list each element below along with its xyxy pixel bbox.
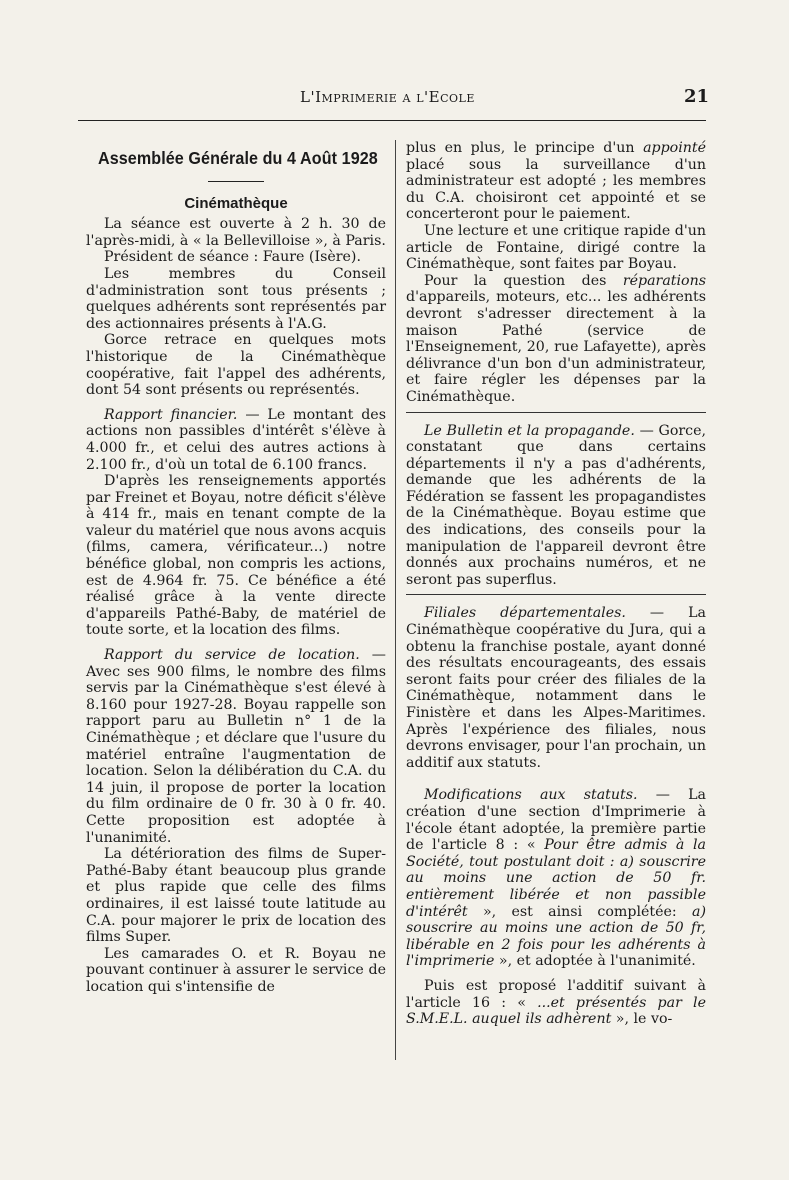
spacer [86,399,386,407]
lead-rental-report: Rapport du service de location. [104,647,360,664]
text-rental-report: — Avec ses 900 films, le nombre des films servis par la Cinémathèque s'est élevé à 8.160 pour 1927-28. Boyau rappelle son rapport paru au Bulletin n° 1 de la Cinémathèque ; et déclare que l'usure du matériel entraîne l'augmentation de location. Selon la délibération du C.A. du 14 juin, il propose de porter la location du film ordinaire de 0 fr. 30 à 0 fr. 40. Cette proposition est adoptée à l'unanimité. [86,647,386,846]
text-filiales: — La Cinémathèque coopérative du Jura, qui a obtenu la franchise postale, ayant donné des résultats encourageants, des essais seront faits pour créer des filiales de la Cinémathèque, notamment dans le Finistère et dans les Alpes-Maritimes. Après l'expérience des filiales, nous devrons envisager, pour l'an prochain, un additif aux statuts. [406,605,706,771]
lead-bulletin: Le Bulletin et la propagande. [424,422,635,439]
paragraph-deficit: D'après les renseignements apportés par Freinet et Boyau, notre déficit s'élève à 414 fr., mais en tenant compte de la valeur du matériel que nous avons acquis (films, camera, vérificateur...) notre bénéfice global, non compris les actions, est de 4.964 fr. 75. Ce bénéfice a été réalisé grâce à la vente directe d'appareils Pathé-Baby, de matériel de toute sorte, et la location des films. [86,473,386,639]
paragraph-rental-report [86,647,386,846]
lead-statutes: Modifications aux statuts. [424,787,638,804]
text-statutes-3: », et adoptée à l'unanimité. [494,953,696,970]
emphasis-repairs: réparations [622,272,706,289]
spacer [406,970,706,978]
text-repairs-b: d'appareils, moteurs, etc... les adhérents devront s'adresser directement à la maison Pathé (service de l'Enseignement, 20, rue Lafayette), après délivrance d'un bon d'un administrateur, et faire régler les dépenses par la Cinémathèque. [406,289,706,405]
paragraph-additif [406,978,706,1028]
paragraph-president: Président de séance : Faure (Isère). [104,249,361,266]
paragraph-repairs [406,273,706,406]
section-subtitle: Cinémathèque [184,194,288,212]
column-divider [395,140,396,1060]
spacer [406,779,706,787]
paragraph-bulletin [406,423,706,589]
lead-filiales: Filiales départementales. [424,605,626,622]
emphasis-statutes-2: a) souscrire au moins une action de 50 fr, libérable en 2 fois pour les adhérents à l'imprimerie [406,903,706,970]
text-statutes-2: », est ainsi complétée: [467,903,692,920]
section-rule [406,594,706,595]
right-column [406,140,706,1028]
paragraph-critique: Une lecture et une critique rapide d'un article de Fontaine, dirigé contre la Cinémathèque, sont faites par Boyau. [406,222,706,273]
paragraph-financial-report [86,407,386,473]
section-rule [406,412,706,413]
paragraph-super-films: La détérioration des films de Super-Pathé-Baby étant beaucoup plus grande et plus rapide que celle des films ordinaires, il est laissé toute latitude au C.A. pour majorer le prix de location des films Super. [86,846,386,946]
text-financial-report: — Le montant des actions non passibles d'intérêt s'élève à 4.000 fr., et celui des autres actions à 2.100 fr., d'où un total de 6.100 francs. [86,406,386,473]
emphasis-additif: ...et présentés par le S.M.E.L. auquel ils adhèrent [406,994,706,1028]
text-statutes-1: — La création d'une section d'Imprimerie à l'école étant adoptée, la première partie de l'article 8 : « [406,787,706,854]
paragraph-filiales [406,605,706,771]
title-rule [208,181,264,182]
emphasis-statutes-1: Pour être admis à la Société, tout postulant doit : a) souscrire au moins une action de 50 fr. entièrement libérée et non passible d'intérêt [406,837,707,920]
spacer [86,639,386,647]
text-appointee-b: placé sous la surveillance d'un administrateur est adopté ; les membres du C.A. choisiront cet appointé et se concerteront pour le paiement. [406,156,706,223]
emphasis-appointee: appointé [643,140,706,156]
paragraph-opening: La séance est ouverte à 2 h. 30 de l'après-midi, à « la Bellevilloise », à Paris. [86,216,386,249]
text-repairs-a: Pour la question des [424,272,623,289]
page-number: 21 [684,86,710,107]
text-additif-1: Puis est proposé l'additif suivant à l'article 16 : « [406,977,706,1011]
left-column [86,140,386,996]
paragraph-boyau: Les camarades O. et R. Boyau ne pouvant continuer à assurer le service de location qui s'intensifie de [86,945,386,995]
running-header [0,88,789,112]
paragraph-members: Les membres du Conseil d'administration sont tous présents ; quelques adhérents sont représentés par des actionnaires présents à l'A.G. [86,265,386,332]
text-bulletin: — Gorce, constatant que dans certains départements il n'y a pas d'adhérents, demande que les adhérents de la Fédération se fassent les propagandistes de la Cinémathèque. Boyau estime que des indications, des conseils pour la manipulation de l'appareil devront être donnés aux prochains numéros, et ne seront pas superflus. [406,422,706,588]
running-title: L'Imprimerie a l'Ecole [300,88,475,106]
paragraph-appointee [406,140,706,223]
text-appointee-a: plus en plus, le principe d'un [406,140,644,156]
paragraph-statutes [406,787,706,970]
header-rule [78,120,706,121]
spacer [406,771,706,779]
text-additif-2: », le vo- [611,1011,673,1028]
article-title: Assemblée Générale du 4 Août 1928 [98,148,378,168]
lead-financial-report: Rapport financier. [104,406,238,423]
paragraph-history: Gorce retrace en quelques mots l'historique de la Cinémathèque coopérative, fait l'appel des adhérents, dont 54 sont présents ou représentés. [86,332,386,399]
